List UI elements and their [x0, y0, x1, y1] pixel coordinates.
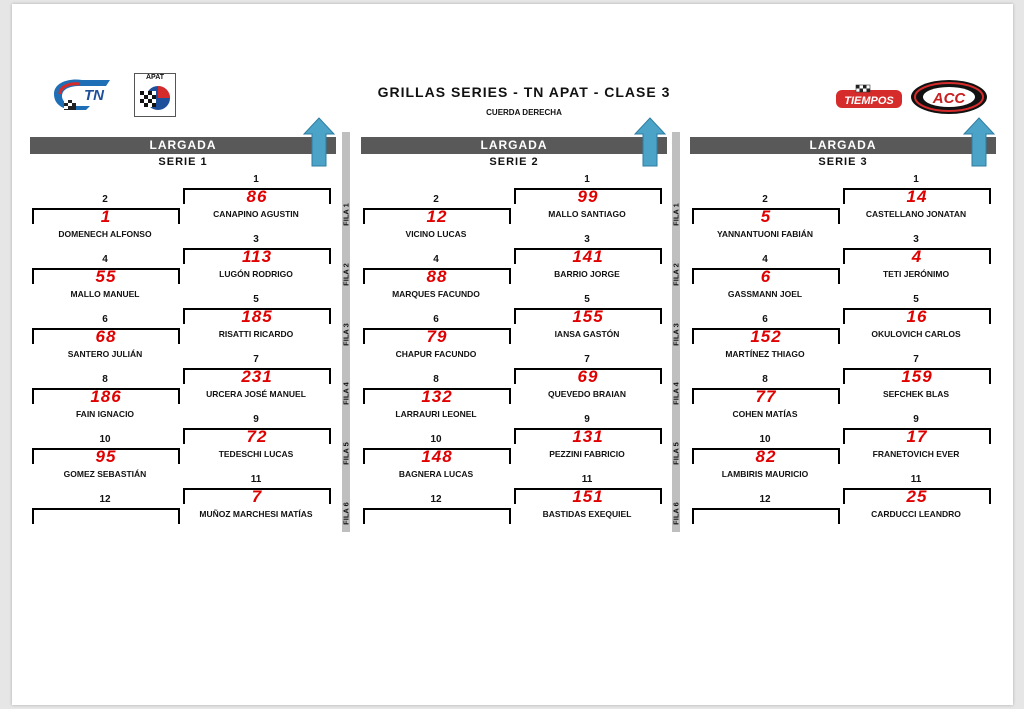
fila-label: FILA 4: [671, 382, 681, 405]
grid-slot: [181, 414, 331, 474]
driver-name: BAGNERA LUCAS: [398, 469, 474, 479]
grid-slot: [30, 494, 180, 554]
grid-slot: [361, 314, 511, 374]
serie-column: [30, 136, 336, 536]
car-number: 79: [426, 327, 448, 346]
driver-name: CARDUCCI LEANDRO: [871, 509, 961, 519]
grid-position: 8: [102, 374, 108, 385]
page-subtitle: CUERDA DERECHA: [486, 108, 562, 117]
driver-name: VICINO LUCAS: [405, 229, 467, 239]
driver-name: SANTERO JULIÁN: [67, 349, 143, 359]
grid-position: 2: [762, 194, 768, 205]
driver-name: YANNANTUONI FABIÁN: [716, 229, 814, 239]
grid-position: 10: [430, 434, 442, 445]
grid-slot: [841, 474, 991, 534]
grid-position: 12: [99, 494, 111, 505]
fila-label: FILA 5: [341, 442, 351, 465]
largada-bar: LARGADA: [30, 137, 336, 154]
grid-position: 8: [762, 374, 768, 385]
grid-slot: [30, 434, 180, 494]
grid-slot: [841, 234, 991, 294]
car-number: 5: [760, 207, 772, 226]
car-number: 14: [906, 187, 928, 206]
grid-position: 11: [581, 474, 593, 485]
grid-slot: [361, 374, 511, 434]
fila-label: FILA 6: [341, 502, 351, 525]
up-arrow-icon: [302, 116, 336, 168]
grid-position: 5: [253, 294, 259, 305]
grid-position: 1: [253, 174, 259, 185]
grid-slot: [361, 194, 511, 254]
fila-label: FILA 3: [341, 323, 351, 346]
driver-name: LUGÓN RODRIGO: [219, 269, 293, 279]
grid-slot: [361, 254, 511, 314]
driver-name: CHAPUR FACUNDO: [395, 349, 477, 359]
car-number: 231: [241, 367, 273, 386]
fila-label: FILA 6: [671, 502, 681, 525]
car-number: 69: [577, 367, 599, 386]
car-number: 155: [572, 307, 604, 326]
grid-position: 9: [913, 414, 919, 425]
serie-column: [361, 136, 667, 536]
grid-slot: [841, 354, 991, 414]
driver-name: GASSMANN JOEL: [727, 289, 803, 299]
fila-label: FILA 2: [341, 263, 351, 286]
car-number: 17: [906, 427, 928, 446]
car-number: 12: [426, 207, 448, 226]
grid-position: 6: [762, 314, 768, 325]
tiempos-logo: [834, 84, 904, 110]
car-number: 95: [95, 447, 117, 466]
car-number: 131: [572, 427, 604, 446]
grid-slot: [841, 174, 991, 234]
serie-title: SERIE 2: [489, 156, 539, 168]
driver-name: LARRAURI LEONEL: [395, 409, 477, 419]
grid-slot: [512, 354, 662, 414]
fila-label: FILA 4: [341, 382, 351, 405]
grid-slot: [361, 434, 511, 494]
grid-position: 3: [913, 234, 919, 245]
car-number: 141: [572, 247, 604, 266]
grid-sheet: [12, 4, 1013, 705]
car-number: 68: [95, 327, 117, 346]
car-number: 4: [911, 247, 923, 266]
driver-name: DOMENECH ALFONSO: [58, 229, 152, 239]
grid-slot: [30, 374, 180, 434]
svg-text:TN: TN: [84, 87, 104, 104]
grid-slot: [181, 354, 331, 414]
grid-box: [363, 508, 511, 524]
car-number: 186: [90, 387, 122, 406]
svg-text:TIEMPOS: TIEMPOS: [844, 95, 894, 107]
grid-slot: [30, 254, 180, 314]
grid-slot: [361, 494, 511, 554]
grid-position: 9: [584, 414, 590, 425]
grid-slot: [30, 194, 180, 254]
car-number: 185: [241, 307, 273, 326]
car-number: 1: [100, 207, 112, 226]
grid-position: 2: [433, 194, 439, 205]
grid-position: 7: [253, 354, 259, 365]
fila-label: FILA 2: [671, 263, 681, 286]
driver-name: MARTÍNEZ THIAGO: [725, 349, 805, 359]
driver-name: MALLO SANTIAGO: [548, 209, 626, 219]
apat-logo: APAT: [134, 73, 176, 117]
driver-name: FRANETOVICH EVER: [872, 449, 960, 459]
grid-position: 2: [102, 194, 108, 205]
car-number: 16: [906, 307, 928, 326]
driver-name: TETI JERÓNIMO: [882, 269, 950, 279]
grid-slot: [841, 414, 991, 474]
car-number: 152: [750, 327, 782, 346]
grid-position: 8: [433, 374, 439, 385]
car-number: 86: [246, 187, 268, 206]
grid-slot: [181, 294, 331, 354]
largada-bar: LARGADA: [361, 137, 667, 154]
car-number: 113: [241, 247, 273, 266]
driver-name: IANSA GASTÓN: [554, 329, 620, 339]
grid-position: 5: [913, 294, 919, 305]
grid-position: 4: [762, 254, 768, 265]
grid-position: 5: [584, 294, 590, 305]
car-number: 99: [577, 187, 599, 206]
grid-position: 10: [99, 434, 111, 445]
largada-bar: LARGADA: [690, 137, 996, 154]
driver-name: RISATTI RICARDO: [218, 329, 294, 339]
grid-position: 11: [250, 474, 262, 485]
grid-slot: [181, 474, 331, 534]
grid-slot: [841, 294, 991, 354]
serie-title: SERIE 3: [818, 156, 868, 168]
grid-slot: [512, 234, 662, 294]
grid-position: 3: [584, 234, 590, 245]
serie-column: [690, 136, 996, 536]
car-number: 88: [426, 267, 448, 286]
driver-name: COHEN MATÍAS: [732, 409, 798, 419]
grid-position: 7: [913, 354, 919, 365]
car-number: 151: [572, 487, 604, 506]
grid-position: 9: [253, 414, 259, 425]
grid-position: 4: [102, 254, 108, 265]
driver-name: PEZZINI FABRICIO: [549, 449, 625, 459]
grid-position: 12: [759, 494, 771, 505]
driver-name: BARRIO JORGE: [554, 269, 620, 279]
grid-slot: [512, 414, 662, 474]
driver-name: TEDESCHI LUCAS: [218, 449, 294, 459]
page-title: GRILLAS SERIES - TN APAT - CLASE 3: [377, 84, 671, 100]
grid-slot: [512, 474, 662, 534]
driver-name: CANAPINO AGUSTIN: [213, 209, 299, 219]
car-number: 132: [421, 387, 453, 406]
car-number: 77: [755, 387, 777, 406]
car-number: 25: [906, 487, 928, 506]
fila-label: FILA 1: [341, 203, 351, 226]
grid-position: 1: [913, 174, 919, 185]
driver-name: MUÑOZ MARCHESI MATÍAS: [199, 509, 313, 519]
car-number: 7: [251, 487, 263, 506]
acc-logo: [909, 78, 989, 116]
grid-position: 12: [430, 494, 442, 505]
grid-position: 6: [433, 314, 439, 325]
svg-text:ACC: ACC: [932, 90, 966, 107]
grid-slot: [181, 174, 331, 234]
grid-position: 1: [584, 174, 590, 185]
grid-slot: [690, 254, 840, 314]
grid-position: 4: [433, 254, 439, 265]
car-number: 72: [246, 427, 268, 446]
driver-name: BASTIDAS EXEQUIEL: [542, 509, 632, 519]
serie-title: SERIE 1: [158, 156, 208, 168]
up-arrow-icon: [633, 116, 667, 168]
car-number: 159: [901, 367, 933, 386]
driver-name: MARQUES FACUNDO: [392, 289, 480, 299]
grid-box: [692, 508, 840, 524]
fila-label: FILA 1: [671, 203, 681, 226]
grid-slot: [30, 314, 180, 374]
grid-position: 7: [584, 354, 590, 365]
driver-name: QUEVEDO BRAIAN: [548, 389, 626, 399]
grid-box: [32, 508, 180, 524]
grid-slot: [512, 294, 662, 354]
grid-slot: [512, 174, 662, 234]
car-number: 82: [755, 447, 777, 466]
driver-name: LAMBIRIS MAURICIO: [721, 469, 809, 479]
driver-name: SEFCHEK BLAS: [882, 389, 950, 399]
driver-name: CASTELLANO JONATAN: [865, 209, 967, 219]
car-number: 148: [421, 447, 453, 466]
driver-name: MALLO MANUEL: [70, 289, 140, 299]
grid-slot: [690, 374, 840, 434]
grid-slot: [181, 234, 331, 294]
driver-name: GOMEZ SEBASTIÁN: [63, 469, 147, 479]
grid-position: 10: [759, 434, 771, 445]
driver-name: URCERA JOSÉ MANUEL: [206, 389, 306, 399]
car-number: 55: [95, 267, 117, 286]
grid-position: 3: [253, 234, 259, 245]
driver-name: FAIN IGNACIO: [75, 409, 135, 419]
grid-slot: [690, 434, 840, 494]
fila-label: FILA 5: [671, 442, 681, 465]
up-arrow-icon: [962, 116, 996, 168]
grid-position: 6: [102, 314, 108, 325]
grid-position: 11: [910, 474, 922, 485]
grid-slot: [690, 194, 840, 254]
grid-slot: [690, 494, 840, 554]
grid-slot: [690, 314, 840, 374]
car-number: 6: [760, 267, 772, 286]
tn-logo: [50, 76, 120, 112]
driver-name: OKULOVICH CARLOS: [871, 329, 961, 339]
fila-label: FILA 3: [671, 323, 681, 346]
